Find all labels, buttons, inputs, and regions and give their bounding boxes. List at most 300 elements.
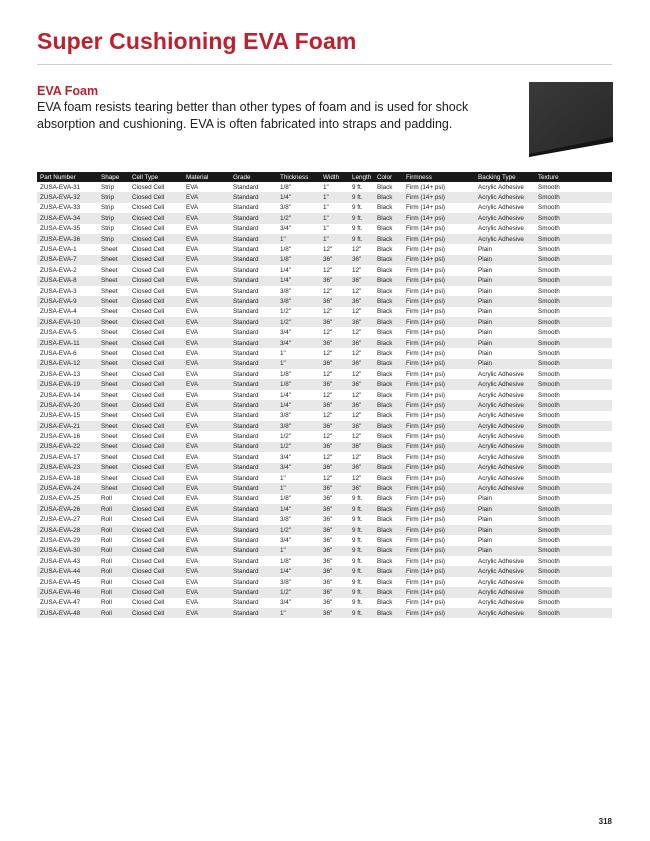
table-cell: Firm (14+ psi) [406, 183, 446, 191]
table-cell: 1/4" [277, 400, 320, 410]
table-cell: Black [374, 421, 403, 431]
table-cell: Acrylic Adhesive [478, 599, 524, 607]
table-cell: Strip [101, 225, 114, 233]
table-cell: Acrylic Adhesive [478, 204, 524, 212]
table-cell: Smooth [535, 483, 612, 493]
table-cell: Smooth [538, 308, 560, 316]
table-cell: 3/4" [280, 329, 291, 337]
table-cell: Smooth [538, 536, 560, 544]
table-cell: Firm (14+ psi) [403, 608, 475, 618]
table-cell: Closed Cell [129, 317, 183, 327]
table-cell: Black [377, 183, 393, 191]
table-cell: 1/8" [277, 255, 320, 265]
table-cell: Black [374, 317, 403, 327]
table-cell: Sheet [98, 379, 129, 389]
table-cell: Sheet [101, 287, 118, 295]
table-cell: 12" [323, 453, 333, 461]
table-cell: 36" [320, 255, 349, 265]
table-cell: 9 ft. [349, 234, 374, 244]
table-cell: Sheet [98, 421, 129, 431]
table-cell: Black [377, 246, 393, 254]
table-cell: ZUSA-EVA-12 [37, 359, 98, 369]
table-cell: 1" [320, 234, 349, 244]
table-cell: 12" [323, 412, 333, 420]
table-cell: Standard [230, 276, 277, 286]
table-cell: Firm (14+ psi) [403, 359, 475, 369]
table-cell: 36" [349, 421, 374, 431]
table-cell: Acrylic Adhesive [478, 578, 524, 586]
table-cell: Firm (14+ psi) [406, 329, 446, 337]
table-cell: Strip [98, 192, 129, 202]
table-cell: Black [374, 234, 403, 244]
table-cell: Closed Cell [132, 308, 165, 316]
table-cell: Sheet [101, 266, 118, 274]
table-cell: 1" [277, 234, 320, 244]
table-cell: Firm (14+ psi) [406, 287, 446, 295]
table-cell: Plain [475, 255, 535, 265]
table-cell: Black [374, 504, 403, 514]
table-cell: Roll [101, 578, 112, 586]
table-cell: EVA [183, 504, 230, 514]
table-cell: ZUSA-EVA-22 [37, 442, 98, 452]
table-cell: ZUSA-EVA-45 [40, 578, 81, 586]
table-cell: Roll [98, 566, 129, 576]
table-cell: Standard [230, 483, 277, 493]
table-cell: ZUSA-EVA-33 [40, 204, 81, 212]
table-cell: ZUSA-EVA-13 [40, 370, 81, 378]
table-cell: ZUSA-EVA-5 [40, 329, 77, 337]
table-cell: 36" [349, 463, 374, 473]
table-cell: Standard [230, 608, 277, 618]
table-cell: Roll [101, 599, 112, 607]
table-cell: Closed Cell [129, 296, 183, 306]
table-cell: Plain [478, 495, 493, 503]
table-cell: 36" [323, 516, 333, 524]
table-cell: Sheet [98, 442, 129, 452]
table-cell: 1/8" [280, 246, 291, 254]
table-cell: Smooth [535, 463, 612, 473]
table-cell: Standard [233, 266, 259, 274]
table-cell: Black [374, 338, 403, 348]
table-row [37, 359, 612, 369]
table-row [37, 483, 612, 493]
table-row [37, 213, 612, 223]
table-cell: Smooth [535, 296, 612, 306]
table-cell: Smooth [535, 421, 612, 431]
table-cell: Plain [475, 276, 535, 286]
table-row [37, 244, 612, 254]
table-cell: 36" [349, 338, 374, 348]
table-cell: ZUSA-EVA-30 [37, 546, 98, 556]
table-row [37, 317, 612, 327]
table-cell: Firm (14+ psi) [406, 391, 446, 399]
table-cell: EVA [186, 433, 199, 441]
table-cell: 9 ft. [352, 557, 363, 565]
table-cell: Closed Cell [129, 400, 183, 410]
table-cell: EVA [186, 246, 199, 254]
table-cell: Standard [230, 546, 277, 556]
table-cell: 1" [320, 213, 349, 223]
table-cell: 12" [352, 349, 362, 357]
table-cell: Closed Cell [129, 587, 183, 597]
table-cell: Roll [101, 536, 112, 544]
table-cell: Firm (14+ psi) [406, 433, 446, 441]
table-cell: EVA [186, 329, 199, 337]
table-cell: Smooth [535, 379, 612, 389]
table-cell: Smooth [535, 255, 612, 265]
table-cell: Standard [230, 359, 277, 369]
page-number: 318 [598, 817, 612, 826]
table-cell: 1/8" [280, 183, 291, 191]
table-cell: Roll [98, 525, 129, 535]
table-row [37, 556, 612, 566]
table-cell: 3/8" [280, 287, 291, 295]
table-cell: Black [374, 359, 403, 369]
table-cell: ZUSA-EVA-6 [40, 349, 77, 357]
table-cell: Acrylic Adhesive [475, 192, 535, 202]
table-cell: Firm (14+ psi) [406, 266, 446, 274]
table-row [37, 286, 612, 296]
table-cell: EVA [183, 379, 230, 389]
table-cell: Sheet [101, 308, 118, 316]
column-header: Thickness [277, 172, 320, 182]
table-cell: 1" [277, 359, 320, 369]
table-cell: EVA [183, 483, 230, 493]
table-cell: ZUSA-EVA-17 [40, 453, 81, 461]
table-cell: 1/4" [277, 504, 320, 514]
table-cell: 1/2" [280, 308, 291, 316]
column-header: Material [183, 172, 230, 182]
table-cell: EVA [183, 192, 230, 202]
table-cell: 1/8" [280, 557, 291, 565]
table-cell: Black [377, 391, 393, 399]
table-cell: ZUSA-EVA-32 [37, 192, 98, 202]
table-cell: 9 ft. [352, 204, 363, 212]
table-cell: Black [377, 266, 393, 274]
table-cell: 12" [352, 329, 362, 337]
table-cell: 36" [320, 359, 349, 369]
table-cell: ZUSA-EVA-34 [37, 213, 98, 223]
column-header: Length [349, 172, 374, 182]
table-cell: Smooth [538, 453, 560, 461]
table-cell: 36" [349, 400, 374, 410]
table-cell: Firm (14+ psi) [403, 296, 475, 306]
table-cell: Firm (14+ psi) [406, 204, 446, 212]
table-cell: Sheet [98, 400, 129, 410]
table-row [37, 535, 612, 545]
table-cell: Sheet [101, 391, 118, 399]
table-cell: 1/8" [280, 370, 291, 378]
table-cell: Closed Cell [129, 255, 183, 265]
table-cell: Firm (14+ psi) [406, 246, 446, 254]
table-cell: EVA [186, 370, 199, 378]
table-cell: EVA [183, 421, 230, 431]
table-cell: ZUSA-EVA-47 [40, 599, 81, 607]
table-cell: Roll [98, 587, 129, 597]
table-cell: 36" [320, 608, 349, 618]
table-cell: Firm (14+ psi) [406, 453, 446, 461]
table-cell: Plain [478, 308, 493, 316]
table-cell: ZUSA-EVA-36 [37, 234, 98, 244]
table-cell: 12" [352, 287, 362, 295]
table-row [37, 338, 612, 348]
table-cell: ZUSA-EVA-7 [37, 255, 98, 265]
table-cell: Closed Cell [132, 578, 165, 586]
table-cell: 36" [320, 338, 349, 348]
column-header: Width [320, 172, 349, 182]
table-cell: ZUSA-EVA-8 [37, 276, 98, 286]
table-cell: Firm (14+ psi) [403, 546, 475, 556]
table-row [37, 255, 612, 265]
table-cell: Sheet [98, 463, 129, 473]
table-cell: EVA [183, 608, 230, 618]
table-cell: Firm (14+ psi) [403, 442, 475, 452]
table-cell: Acrylic Adhesive [478, 183, 524, 191]
table-cell: 36" [320, 504, 349, 514]
table-cell: Roll [101, 557, 112, 565]
table-cell: ZUSA-EVA-3 [40, 287, 77, 295]
table-cell: 36" [320, 379, 349, 389]
table-cell: EVA [186, 453, 199, 461]
table-cell: 12" [323, 349, 333, 357]
table-cell: ZUSA-EVA-18 [40, 474, 81, 482]
table-cell: ZUSA-EVA-9 [37, 296, 98, 306]
table-cell: Black [377, 204, 393, 212]
table-cell: Plain [478, 246, 493, 254]
table-row [37, 276, 612, 286]
table-cell: Standard [230, 296, 277, 306]
table-cell: 36" [349, 296, 374, 306]
table-cell: 12" [323, 246, 333, 254]
table-cell: Closed Cell [132, 516, 165, 524]
table-cell: 12" [323, 329, 333, 337]
table-cell: Closed Cell [129, 546, 183, 556]
table-cell: ZUSA-EVA-29 [40, 536, 81, 544]
table-cell: Standard [233, 495, 259, 503]
table-cell: Sheet [101, 349, 118, 357]
table-cell: EVA [183, 400, 230, 410]
table-cell: 36" [320, 483, 349, 493]
table-row [37, 515, 612, 525]
table-cell: Firm (14+ psi) [403, 317, 475, 327]
table-cell: Firm (14+ psi) [403, 213, 475, 223]
table-cell: Smooth [538, 599, 560, 607]
table-cell: 36" [320, 317, 349, 327]
table-cell: Sheet [101, 453, 118, 461]
table-cell: Acrylic Adhesive [475, 463, 535, 473]
table-cell: Firm (14+ psi) [403, 525, 475, 535]
table-cell: 9 ft. [349, 504, 374, 514]
table-cell: Black [377, 225, 393, 233]
column-header: Grade [230, 172, 277, 182]
table-cell: Firm (14+ psi) [403, 504, 475, 514]
table-cell: ZUSA-EVA-46 [37, 587, 98, 597]
table-cell: Sheet [98, 296, 129, 306]
section-subtitle: EVA Foam [37, 84, 99, 98]
table-cell: Standard [233, 329, 259, 337]
table-cell: Closed Cell [132, 557, 165, 565]
table-cell: Standard [230, 192, 277, 202]
table-cell: Sheet [101, 370, 118, 378]
table-cell: Closed Cell [132, 225, 165, 233]
table-cell: 36" [320, 442, 349, 452]
table-cell: Firm (14+ psi) [403, 338, 475, 348]
table-cell: Standard [230, 463, 277, 473]
table-cell: Closed Cell [129, 338, 183, 348]
table-cell: 36" [349, 276, 374, 286]
table-cell: 1/4" [277, 192, 320, 202]
table-row [37, 224, 612, 234]
table-row [37, 369, 612, 379]
table-cell: Standard [233, 391, 259, 399]
table-cell: Closed Cell [132, 329, 165, 337]
table-cell: 36" [320, 463, 349, 473]
table-cell: Firm (14+ psi) [406, 495, 446, 503]
table-cell: Black [377, 536, 393, 544]
table-cell: Black [374, 255, 403, 265]
table-row [37, 379, 612, 389]
table-cell: Firm (14+ psi) [406, 225, 446, 233]
table-cell: 3/4" [280, 453, 291, 461]
table-cell: Acrylic Adhesive [478, 453, 524, 461]
table-cell: Plain [478, 266, 493, 274]
table-cell: Standard [233, 599, 259, 607]
table-cell: Plain [478, 349, 493, 357]
table-cell: Smooth [538, 225, 560, 233]
table-cell: Smooth [535, 338, 612, 348]
table-cell: EVA [186, 536, 199, 544]
table-cell: 1/4" [277, 566, 320, 576]
table-cell: Roll [98, 546, 129, 556]
table-cell: Standard [230, 213, 277, 223]
table-cell: Plain [475, 317, 535, 327]
table-cell: ZUSA-EVA-11 [37, 338, 98, 348]
table-cell: Standard [230, 338, 277, 348]
table-row [37, 452, 612, 462]
table-row [37, 608, 612, 618]
table-cell: Closed Cell [132, 391, 165, 399]
table-cell: Black [374, 608, 403, 618]
table-cell: Black [377, 308, 393, 316]
table-cell: Black [377, 495, 393, 503]
table-cell: EVA [183, 546, 230, 556]
table-cell: 36" [349, 359, 374, 369]
table-cell: Firm (14+ psi) [403, 400, 475, 410]
table-cell: Acrylic Adhesive [475, 566, 535, 576]
table-cell: ZUSA-EVA-15 [40, 412, 81, 420]
table-cell: Standard [230, 400, 277, 410]
table-cell: ZUSA-EVA-2 [40, 266, 77, 274]
table-cell: Closed Cell [129, 442, 183, 452]
table-cell: 12" [352, 412, 362, 420]
table-row [37, 296, 612, 306]
table-cell: EVA [183, 296, 230, 306]
table-cell: Standard [230, 317, 277, 327]
table-row [37, 525, 612, 535]
table-row [37, 421, 612, 431]
table-cell: 1" [280, 349, 286, 357]
table-cell: Acrylic Adhesive [475, 213, 535, 223]
table-cell: EVA [186, 599, 199, 607]
table-cell: Black [377, 453, 393, 461]
table-cell: Smooth [538, 246, 560, 254]
table-row [37, 390, 612, 400]
table-cell: Firm (14+ psi) [406, 370, 446, 378]
table-cell: Standard [233, 183, 259, 191]
table-cell: Closed Cell [129, 421, 183, 431]
table-cell: Smooth [535, 566, 612, 576]
table-cell: Sheet [101, 412, 118, 420]
table-cell: Closed Cell [132, 370, 165, 378]
table-cell: Sheet [98, 338, 129, 348]
table-cell: Standard [233, 370, 259, 378]
table-cell: Strip [101, 204, 114, 212]
table-row [37, 411, 612, 421]
table-cell: Strip [98, 234, 129, 244]
column-header: Texture [535, 172, 612, 182]
table-cell: 1/2" [277, 587, 320, 597]
column-header: Backing Type [475, 172, 535, 182]
table-cell: EVA [186, 204, 199, 212]
table-cell: 1/2" [280, 433, 291, 441]
table-cell: Closed Cell [132, 183, 165, 191]
table-cell: Acrylic Adhesive [475, 421, 535, 431]
table-cell: Plain [478, 329, 493, 337]
spec-table [37, 172, 612, 618]
table-cell: Closed Cell [129, 566, 183, 576]
table-cell: EVA [183, 255, 230, 265]
table-cell: Black [374, 566, 403, 576]
table-row [37, 400, 612, 410]
table-cell: 12" [352, 246, 362, 254]
table-cell: Closed Cell [132, 599, 165, 607]
table-cell: ZUSA-EVA-10 [37, 317, 98, 327]
table-cell: Plain [475, 359, 535, 369]
table-cell: EVA [183, 525, 230, 535]
table-cell: Closed Cell [132, 246, 165, 254]
table-cell: 36" [320, 566, 349, 576]
table-cell: ZUSA-EVA-16 [40, 433, 81, 441]
table-cell: Firm (14+ psi) [406, 516, 446, 524]
table-cell: Standard [230, 379, 277, 389]
table-cell: ZUSA-EVA-4 [40, 308, 77, 316]
table-cell: 1/2" [277, 442, 320, 452]
table-cell: 1/8" [277, 379, 320, 389]
table-cell: 9 ft. [349, 546, 374, 556]
table-cell: Standard [230, 442, 277, 452]
table-cell: Black [377, 412, 393, 420]
table-cell: 36" [320, 276, 349, 286]
table-cell: Acrylic Adhesive [478, 391, 524, 399]
table-cell: 1/2" [277, 213, 320, 223]
column-header: Color [374, 172, 403, 182]
table-cell: 12" [352, 453, 362, 461]
table-row [37, 348, 612, 358]
table-cell: Acrylic Adhesive [478, 474, 524, 482]
table-body [37, 182, 612, 618]
table-cell: Sheet [98, 276, 129, 286]
table-row [37, 546, 612, 556]
table-cell: Smooth [535, 234, 612, 244]
table-cell: 9 ft. [352, 599, 363, 607]
table-cell: Roll [98, 608, 129, 618]
table-cell: Firm (14+ psi) [403, 566, 475, 576]
table-cell: Sheet [98, 317, 129, 327]
table-cell: 12" [323, 474, 333, 482]
table-cell: Firm (14+ psi) [403, 421, 475, 431]
table-cell: Black [377, 287, 393, 295]
table-cell: Smooth [538, 183, 560, 191]
